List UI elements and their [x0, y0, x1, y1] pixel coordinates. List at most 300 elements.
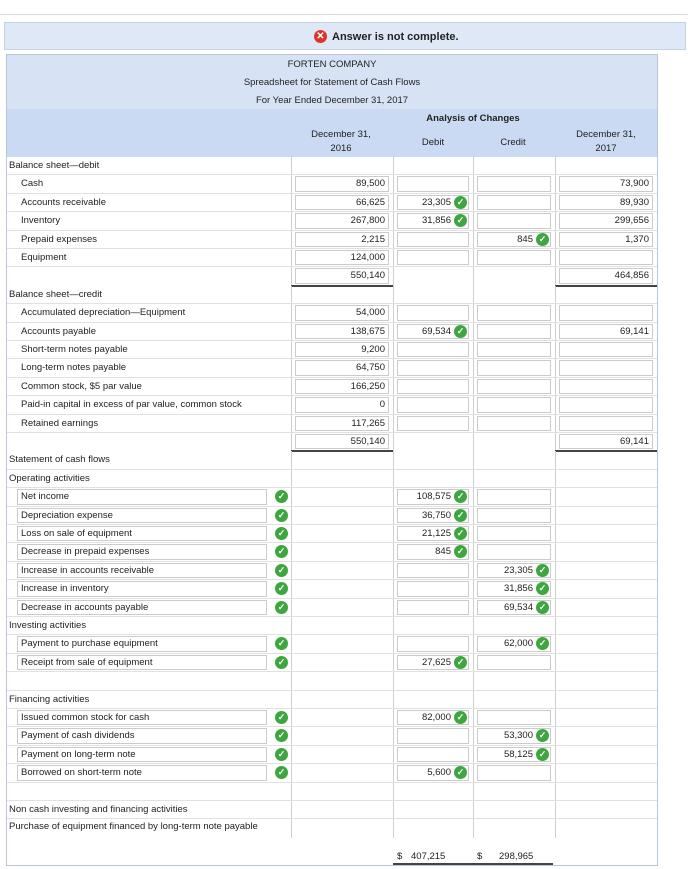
row-rule: [7, 561, 657, 562]
column-rule: [473, 359, 474, 377]
column-rule: [291, 507, 292, 525]
column-rule: [473, 525, 474, 543]
column-rule: [291, 672, 292, 690]
input-credit[interactable]: [477, 360, 551, 375]
row-label: Cash: [21, 178, 44, 190]
column-rule: [291, 341, 292, 359]
error-icon: ✕: [314, 30, 327, 43]
check-icon: ✓: [275, 711, 288, 724]
column-rule: [473, 635, 474, 653]
input-2016-value: 54,000: [355, 307, 385, 319]
column-rule: [393, 415, 394, 433]
check-icon: ✓: [275, 748, 288, 761]
input-debit[interactable]: [397, 360, 469, 375]
row-rule: [7, 248, 657, 249]
input-credit-value: 31,856: [503, 583, 533, 595]
column-rule: [291, 764, 292, 782]
column-rule: [291, 433, 292, 451]
input-debit[interactable]: [397, 416, 469, 431]
column-rule: [555, 341, 556, 359]
column-rule: [473, 507, 474, 525]
column-rule: [555, 819, 556, 837]
column-rule: [555, 507, 556, 525]
column-rule: [393, 764, 394, 782]
column-rule: [291, 727, 292, 745]
input-2017[interactable]: [559, 397, 653, 412]
column-rule: [473, 672, 474, 690]
column-rule: [291, 378, 292, 396]
input-credit-value: 53,300: [503, 730, 533, 742]
column-rule: [393, 635, 394, 653]
check-icon: ✓: [454, 766, 467, 779]
row-rule: [7, 524, 657, 525]
check-icon: ✓: [536, 601, 549, 614]
row-label: Increase in accounts receivable: [21, 564, 155, 576]
column-rule: [291, 323, 292, 341]
column-rule: [291, 212, 292, 230]
input-2017[interactable]: [559, 379, 653, 394]
sheet-period: For Year Ended December 31, 2017: [255, 95, 409, 106]
column-rule: [393, 231, 394, 249]
section-noncash: Non cash investing and financing activities: [9, 804, 188, 815]
input-credit-value: 58,125: [503, 748, 533, 760]
row-rule: [7, 616, 657, 617]
column-rule: [291, 599, 292, 617]
column-rule: [291, 231, 292, 249]
row-label: Payment of cash dividends: [21, 730, 135, 742]
row-label: Loss on sale of equipment: [21, 528, 132, 539]
row-rule: [7, 395, 657, 396]
column-rule: [555, 727, 556, 745]
input-debit[interactable]: [397, 636, 469, 651]
check-icon: ✓: [536, 233, 549, 246]
company-header: [7, 55, 657, 109]
column-rule: [555, 323, 556, 341]
column-rule: [393, 451, 394, 469]
input-credit[interactable]: [477, 195, 551, 210]
input-debit-value: 108,575: [416, 491, 451, 503]
input-debit[interactable]: [397, 176, 469, 191]
input-credit[interactable]: [477, 324, 551, 339]
column-rule: [393, 507, 394, 525]
column-rule: [473, 543, 474, 561]
input-debit-value: 21,125: [421, 528, 451, 539]
col-2017-a: December 31,: [576, 129, 636, 140]
column-rule: [393, 359, 394, 377]
column-rule: [393, 304, 394, 322]
column-rule: [291, 194, 292, 212]
input-2016-value: 64,750: [355, 362, 385, 374]
column-rule: [555, 378, 556, 396]
column-rule: [473, 746, 474, 764]
column-rule: [393, 819, 394, 837]
input-credit[interactable]: [477, 213, 551, 228]
company-name: FORTEN COMPANY: [287, 59, 377, 70]
column-rule: [473, 175, 474, 193]
column-rule: [555, 267, 556, 285]
check-icon: ✓: [275, 509, 288, 522]
column-rule: [291, 580, 292, 598]
column-rule: [393, 580, 394, 598]
row-rule: [7, 358, 657, 359]
input-credit-value: 845: [517, 233, 533, 245]
column-rule: [393, 323, 394, 341]
column-rule: [473, 378, 474, 396]
column-rule: [393, 672, 394, 690]
column-rule: [555, 175, 556, 193]
input-credit[interactable]: [477, 508, 551, 523]
check-icon: ✓: [275, 601, 288, 614]
row-label: Borrowed on short-term note: [21, 767, 142, 779]
input-credit[interactable]: [477, 765, 551, 780]
row-rule: [7, 377, 657, 378]
total-rule: [291, 450, 393, 452]
input-2017[interactable]: [559, 360, 653, 375]
column-rule: [473, 451, 474, 469]
input-2016-value: 2,215: [361, 233, 385, 245]
column-rule: [555, 635, 556, 653]
column-rule: [291, 562, 292, 580]
column-rule: [555, 764, 556, 782]
banner-message: Answer is not complete.: [332, 31, 459, 43]
input-2017[interactable]: [559, 250, 653, 265]
column-rule: [473, 249, 474, 267]
input-credit[interactable]: [477, 305, 551, 320]
column-rule: [473, 727, 474, 745]
column-rule: [555, 212, 556, 230]
column-rule: [291, 525, 292, 543]
check-icon: ✓: [454, 656, 467, 669]
total-2017-value: 464,856: [614, 270, 649, 282]
column-rule: [555, 304, 556, 322]
column-rule: [473, 396, 474, 414]
top-strip: [0, 0, 688, 16]
input-debit[interactable]: [397, 600, 469, 615]
column-rule: [473, 783, 474, 801]
row-rule: [7, 303, 657, 304]
column-rule: [473, 617, 474, 635]
input-credit[interactable]: [477, 342, 551, 357]
column-rule: [393, 488, 394, 506]
column-rule: [291, 617, 292, 635]
row-rule: [7, 579, 657, 580]
row-rule: [7, 266, 657, 267]
column-rule: [555, 691, 556, 709]
column-rule: [473, 562, 474, 580]
input-debit[interactable]: [397, 563, 469, 578]
input-2017-value: 73,900: [619, 178, 649, 190]
column-rule: [473, 231, 474, 249]
row-label: Issued common stock for cash: [21, 712, 150, 723]
column-rule: [393, 783, 394, 801]
check-icon: ✓: [454, 711, 467, 724]
column-rule: [555, 543, 556, 561]
row-rule: [7, 340, 657, 341]
section-financing: Financing activities: [9, 693, 90, 705]
input-debit-value: 23,305: [421, 196, 451, 208]
check-icon: ✓: [275, 656, 288, 669]
row-rule: [7, 542, 657, 543]
check-icon: ✓: [454, 214, 467, 227]
section-operating: Operating activities: [9, 472, 90, 484]
col-2016-a: December 31,: [311, 129, 371, 140]
row-label: Payment to purchase equipment: [21, 638, 158, 650]
column-rule: [555, 654, 556, 672]
input-credit[interactable]: [477, 489, 551, 504]
column-rule: [555, 157, 556, 175]
check-icon: ✓: [275, 766, 288, 779]
column-rule: [291, 157, 292, 175]
column-rule: [555, 746, 556, 764]
input-credit[interactable]: [477, 416, 551, 431]
input-debit[interactable]: [397, 250, 469, 265]
input-2016-value: 267,800: [350, 215, 385, 227]
column-rule: [555, 451, 556, 469]
input-credit-value: 62,000: [503, 638, 533, 650]
column-rule: [473, 488, 474, 506]
input-debit-value: 69,534: [421, 325, 451, 337]
column-rule: [291, 819, 292, 837]
column-rule: [473, 801, 474, 819]
column-rule: [555, 801, 556, 819]
row-rule: [7, 653, 657, 654]
row-rule: [7, 782, 657, 783]
input-debit[interactable]: [397, 397, 469, 412]
column-rule: [555, 488, 556, 506]
column-rule: [555, 286, 556, 304]
row-label: Retained earnings: [21, 417, 99, 429]
section-investing: Investing activities: [9, 620, 87, 631]
sheet-body: [7, 157, 657, 865]
input-2016-value: 66,625: [355, 196, 385, 208]
column-rule: [555, 617, 556, 635]
column-rule: [393, 727, 394, 745]
column-rule: [473, 433, 474, 451]
column-rule: [291, 359, 292, 377]
column-rule: [393, 525, 394, 543]
row-rule: [7, 598, 657, 599]
column-rule: [291, 470, 292, 488]
row-label: Inventory: [21, 215, 61, 227]
column-rule: [291, 488, 292, 506]
input-2017[interactable]: [559, 342, 653, 357]
total-rule: [291, 285, 393, 287]
column-rule: [291, 543, 292, 561]
input-debit[interactable]: [397, 305, 469, 320]
column-rule: [393, 433, 394, 451]
total-debit: 407,215: [411, 850, 446, 862]
row-label: Accounts payable: [21, 325, 96, 337]
column-rule: [393, 341, 394, 359]
input-debit[interactable]: [397, 581, 469, 596]
column-rule: [291, 304, 292, 322]
column-rule: [555, 359, 556, 377]
total-rule: [555, 450, 657, 452]
column-rule: [473, 580, 474, 598]
col-2017-b: 2017: [595, 143, 617, 154]
column-rule: [291, 249, 292, 267]
column-rule: [473, 304, 474, 322]
column-header: [7, 109, 657, 157]
input-2016-value: 117,265: [351, 417, 385, 429]
noncash-item: Purchase of equipment financed by long-term note payable: [9, 821, 258, 833]
input-2017[interactable]: [559, 416, 653, 431]
column-rule: [291, 635, 292, 653]
section-bs-credit: Balance sheet—credit: [9, 288, 102, 300]
column-rule: [555, 249, 556, 267]
total-rule: [393, 863, 553, 865]
column-rule: [555, 580, 556, 598]
row-label: Decrease in accounts payable: [21, 601, 149, 613]
row-rule: [7, 487, 657, 488]
column-rule: [393, 691, 394, 709]
column-rule: [473, 157, 474, 175]
column-rule: [555, 709, 556, 727]
check-icon: ✓: [536, 637, 549, 650]
row-rule: [7, 800, 657, 801]
column-rule: [291, 691, 292, 709]
column-rule: [473, 819, 474, 837]
row-rule: [7, 671, 657, 672]
dollar-sign: $: [477, 850, 483, 862]
input-2017-value: 1,370: [625, 233, 649, 245]
input-credit[interactable]: [477, 176, 551, 191]
row-rule: [7, 211, 657, 212]
input-2017[interactable]: [559, 305, 653, 320]
input-credit[interactable]: [477, 379, 551, 394]
check-icon: ✓: [454, 325, 467, 338]
column-rule: [393, 746, 394, 764]
input-2016-value: 124,000: [350, 252, 385, 263]
column-rule: [555, 525, 556, 543]
dollar-sign: $: [397, 850, 403, 862]
row-rule: [7, 818, 657, 819]
total-2017-value: 69,141: [619, 436, 649, 447]
column-rule: [393, 801, 394, 819]
column-rule: [393, 157, 394, 175]
input-debit-value: 5,600: [427, 767, 451, 779]
row-rule: [7, 708, 657, 709]
input-2016-value: 9,200: [361, 344, 385, 355]
row-label: Equipment: [21, 252, 67, 263]
input-credit[interactable]: [477, 544, 551, 559]
row-rule: [7, 506, 657, 507]
input-credit-value: 69,534: [503, 601, 533, 613]
column-rule: [555, 470, 556, 488]
input-2016-value: 166,250: [350, 380, 385, 392]
column-rule: [291, 415, 292, 433]
input-credit[interactable]: [477, 655, 551, 670]
column-rule: [393, 194, 394, 212]
check-icon: ✓: [275, 490, 288, 503]
sheet-title: Spreadsheet for Statement of Cash Flows: [243, 77, 421, 88]
column-rule: [291, 396, 292, 414]
row-rule: [7, 174, 657, 175]
row-rule: [7, 745, 657, 746]
column-rule: [555, 194, 556, 212]
check-icon: ✓: [275, 545, 288, 558]
column-rule: [555, 396, 556, 414]
input-debit[interactable]: [397, 232, 469, 247]
total-credit: 298,965: [499, 850, 534, 862]
input-2017-value: 299,656: [614, 215, 649, 227]
check-icon: ✓: [454, 196, 467, 209]
input-credit[interactable]: [477, 250, 551, 265]
column-rule: [555, 433, 556, 451]
input-debit[interactable]: [397, 747, 469, 762]
row-rule: [7, 726, 657, 727]
input-2016-value: 138,675: [350, 325, 385, 337]
input-debit[interactable]: [397, 342, 469, 357]
check-icon: ✓: [536, 748, 549, 761]
check-icon: ✓: [536, 582, 549, 595]
input-debit-value: 845: [435, 546, 451, 558]
column-rule: [291, 175, 292, 193]
column-rule: [291, 654, 292, 672]
row-label: Increase in inventory: [21, 583, 109, 595]
row-label: Decrease in prepaid expenses: [21, 546, 150, 558]
column-rule: [291, 267, 292, 285]
check-icon: ✓: [275, 582, 288, 595]
column-rule: [473, 194, 474, 212]
row-rule: [7, 230, 657, 231]
column-rule: [473, 341, 474, 359]
check-icon: ✓: [275, 564, 288, 577]
input-credit[interactable]: [477, 710, 551, 725]
column-rule: [393, 470, 394, 488]
row-label: Long-term notes payable: [21, 362, 127, 374]
column-rule: [473, 415, 474, 433]
input-debit-value: 36,750: [421, 509, 451, 521]
column-rule: [555, 672, 556, 690]
column-rule: [291, 746, 292, 764]
column-rule: [473, 323, 474, 341]
row-label: Prepaid expenses: [21, 233, 98, 245]
column-rule: [393, 543, 394, 561]
row-label: Payment on long-term note: [21, 748, 136, 760]
column-rule: [555, 783, 556, 801]
row-label: Depreciation expense: [21, 509, 113, 521]
input-debit[interactable]: [397, 728, 469, 743]
section-bs-debit: Balance sheet—debit: [9, 160, 100, 171]
column-rule: [393, 286, 394, 304]
row-label: Short-term notes payable: [21, 344, 128, 355]
input-credit[interactable]: [477, 397, 551, 412]
input-debit[interactable]: [397, 379, 469, 394]
column-rule: [291, 451, 292, 469]
row-rule: [7, 414, 657, 415]
total-2016-value: 550,140: [350, 270, 385, 282]
column-rule: [473, 764, 474, 782]
check-icon: ✓: [454, 527, 467, 540]
input-debit-value: 82,000: [421, 712, 451, 723]
column-rule: [291, 286, 292, 304]
status-banner: [4, 22, 686, 50]
input-2017-value: 69,141: [619, 325, 649, 337]
input-credit-value: 23,305: [503, 564, 533, 576]
section-scf: Statement of cash flows: [9, 454, 110, 466]
column-rule: [473, 691, 474, 709]
check-icon: ✓: [536, 564, 549, 577]
input-credit[interactable]: [477, 526, 551, 541]
row-label: Net income: [21, 491, 70, 503]
column-rule: [291, 801, 292, 819]
column-rule: [393, 562, 394, 580]
spreadsheet: [6, 54, 658, 866]
row-rule: [7, 432, 657, 433]
row-rule: [7, 469, 657, 470]
col-2016-b: 2016: [330, 143, 352, 154]
